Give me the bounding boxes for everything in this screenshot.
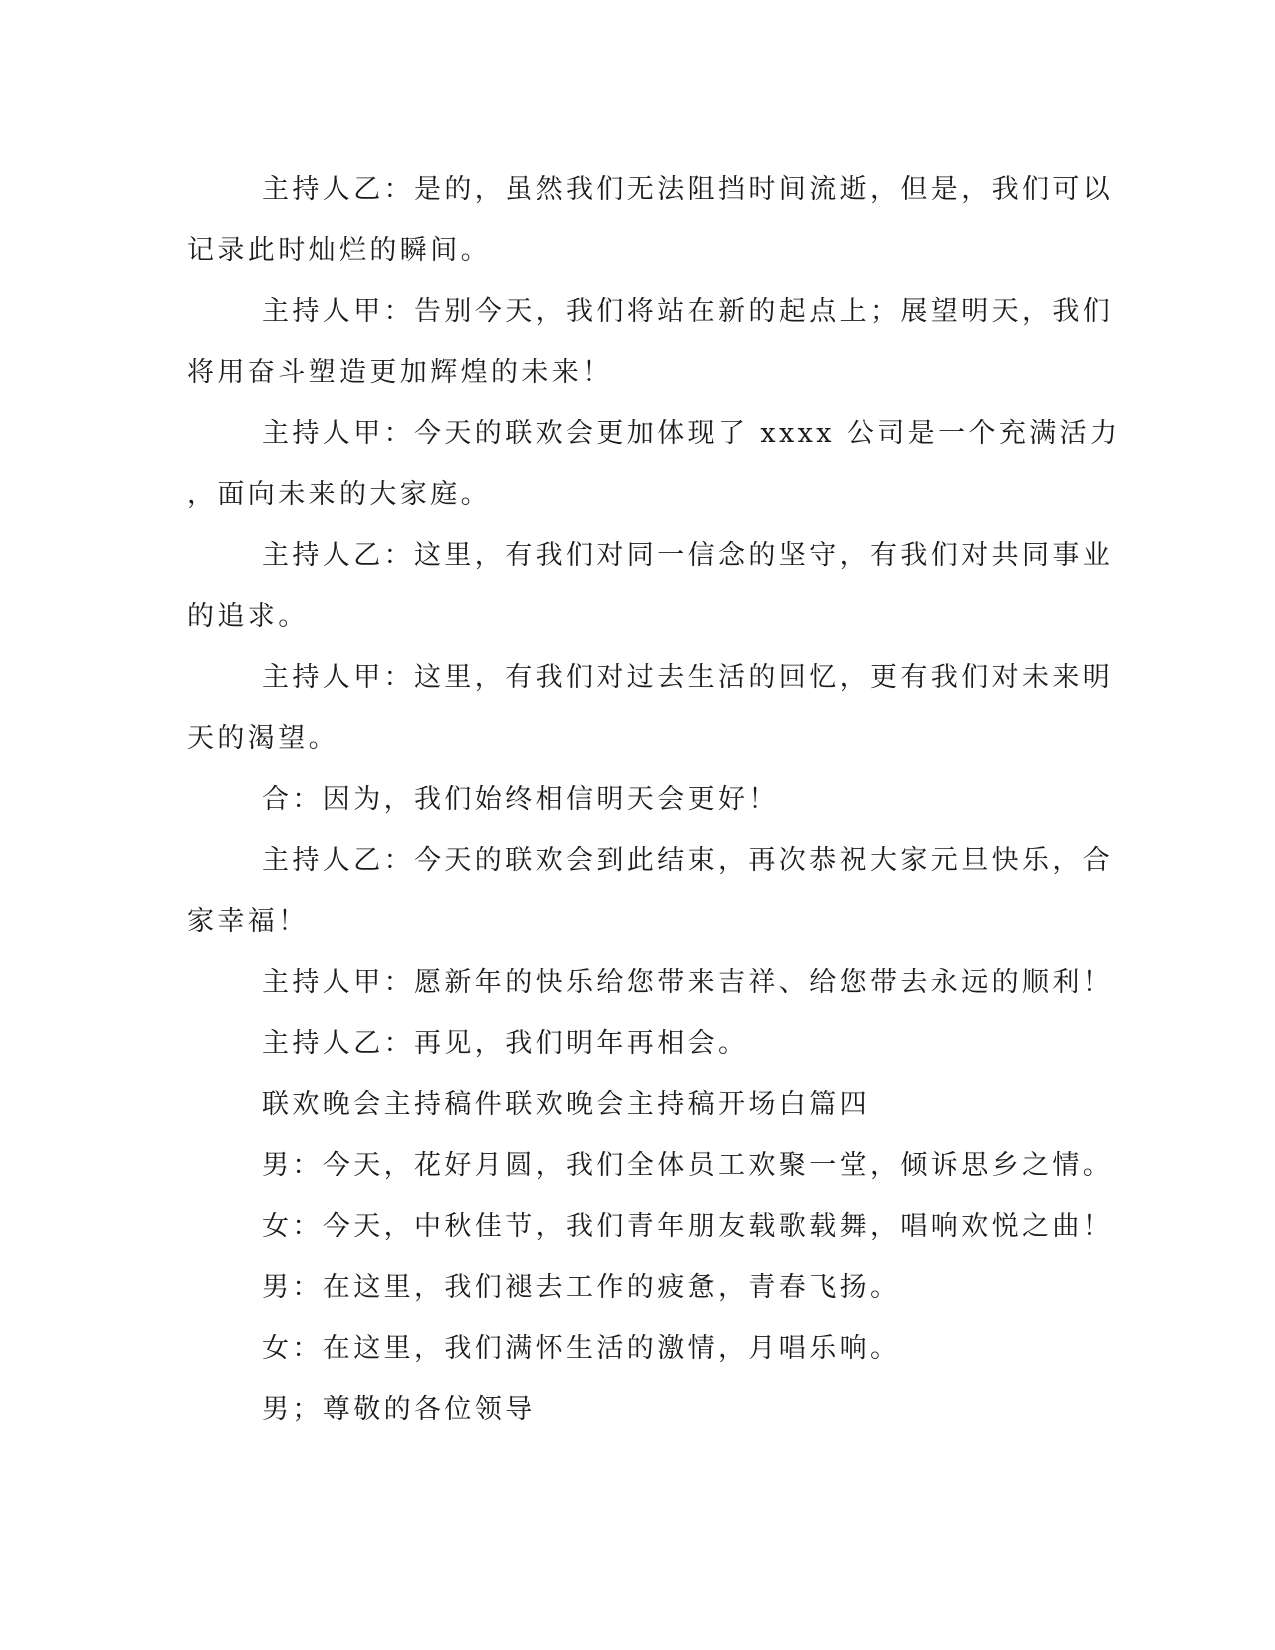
document-body — [187, 159, 1121, 1440]
paragraph-line: 天的渴望。 — [187, 723, 339, 754]
paragraph — [187, 1379, 1067, 1440]
paragraph-line: 男：在这里，我们褪去工作的疲惫，青春飞扬。 — [262, 1272, 901, 1303]
section-heading — [187, 1074, 1067, 1135]
paragraph — [187, 525, 1114, 647]
paragraph-line: ，面向未来的大家庭。 — [187, 479, 491, 510]
paragraph — [187, 830, 1114, 952]
paragraph-line: 主持人乙：再见，我们明年再相会。 — [262, 1028, 749, 1059]
paragraph-line: 主持人甲：告别今天，我们将站在新的起点上；展望明天，我们 — [262, 296, 1114, 327]
paragraph-line: 将用奋斗塑造更加辉煌的未来！ — [187, 357, 613, 388]
paragraph — [187, 769, 1067, 830]
paragraph — [187, 1318, 1067, 1379]
paragraph — [187, 1196, 1114, 1257]
paragraph — [187, 281, 1114, 403]
paragraph-line: 合：因为，我们始终相信明天会更好！ — [262, 784, 779, 815]
paragraph-line: 家幸福！ — [187, 906, 309, 937]
paragraph-line: 的追求。 — [187, 601, 309, 632]
paragraph-line: 女：今天，中秋佳节，我们青年朋友载歌载舞，唱响欢悦之曲！ — [262, 1211, 1114, 1242]
paragraph — [187, 647, 1114, 769]
paragraph — [187, 403, 1121, 525]
paragraph-line: 男：今天，花好月圆，我们全体员工欢聚一堂，倾诉思乡之情。 — [262, 1150, 1114, 1181]
paragraph-line: 女：在这里，我们满怀生活的激情，月唱乐响。 — [262, 1333, 901, 1364]
paragraph-line: 男；尊敬的各位领导 — [262, 1394, 536, 1425]
paragraph-line: 主持人甲：愿新年的快乐给您带来吉祥、给您带去永远的顺利！ — [262, 967, 1114, 998]
paragraph-line: 记录此时灿烂的瞬间。 — [187, 235, 491, 266]
paragraph — [187, 1257, 1067, 1318]
paragraph-line: 主持人甲：今天的联欢会更加体现了 xxxx 公司是一个充满活力 — [262, 418, 1121, 449]
paragraph-line: 主持人乙：今天的联欢会到此结束，再次恭祝大家元旦快乐，合 — [262, 845, 1114, 876]
paragraph — [187, 1013, 1067, 1074]
paragraph-line: 主持人甲：这里，有我们对过去生活的回忆，更有我们对未来明 — [262, 662, 1114, 693]
paragraph — [187, 952, 1114, 1013]
paragraph-line: 主持人乙：是的，虽然我们无法阻挡时间流逝，但是，我们可以 — [262, 174, 1114, 205]
paragraph-line: 主持人乙：这里，有我们对同一信念的坚守，有我们对共同事业 — [262, 540, 1114, 571]
paragraph — [187, 159, 1114, 281]
paragraph-line: 联欢晚会主持稿件联欢晚会主持稿开场白篇四 — [262, 1089, 870, 1120]
paragraph — [187, 1135, 1114, 1196]
